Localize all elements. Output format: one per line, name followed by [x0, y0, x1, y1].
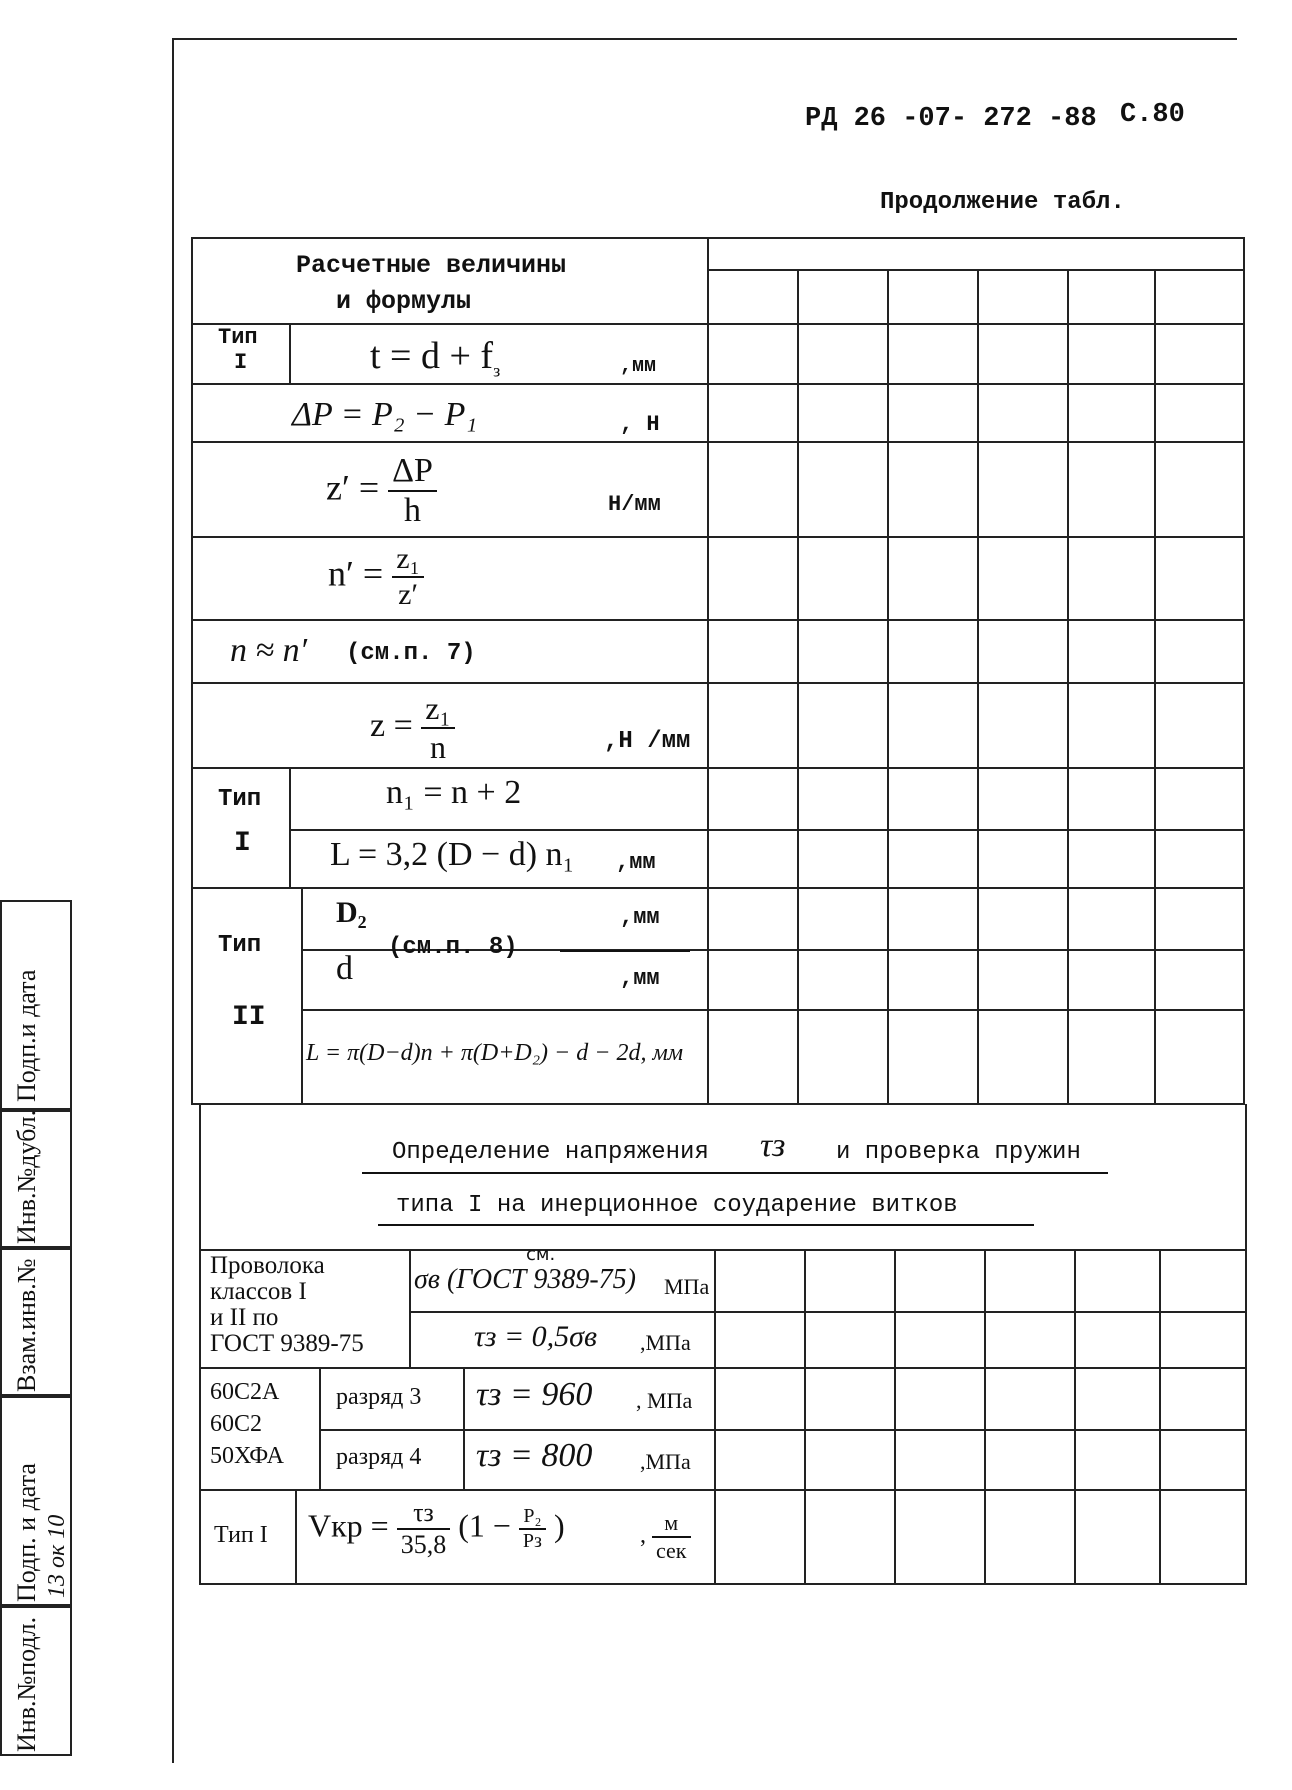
grade4-unit: ,МПа — [640, 1449, 691, 1474]
unit-z: ,Н /мм — [604, 728, 691, 755]
stamp-cell-dup-inventory: Инв.№дубл. — [0, 1110, 72, 1248]
type1-block-label-bottom: I — [234, 828, 251, 859]
formula-sigma: σв (ГОСТ 9389-75) — [414, 1264, 636, 1295]
D2-label: D₂ — [336, 896, 367, 929]
sigma-ref-top: см. — [526, 1244, 556, 1265]
section-caption-line2: типа I на инерционное соударение витков — [396, 1192, 958, 1219]
formula-delta-p: ΔP = P₂ − P₁ — [292, 396, 478, 433]
stamp-cell-signature-date-1: Подп.и дата — [0, 900, 72, 1110]
wire-label: Проволока классов I и II по ГОСТ 9389-75 — [210, 1252, 364, 1357]
d-label: d — [336, 950, 353, 987]
formula-n-prime: n′ = $\frac{\text{z₁}}{z'}$ — [328, 542, 424, 612]
vkr-unit: , $\frac{м}{\text{сек}}$ — [640, 1510, 691, 1564]
formula-vkr: Vкр = $\frac{\tau з}{35,8}$ (1 − $\frac{\text{P₂}}{Pз}$ ) — [308, 1498, 565, 1559]
unit-sigma: МПа — [664, 1274, 710, 1299]
formula-n-approx: n ≈ n′ — [230, 632, 308, 669]
section-caption-part1: Определение напряжения — [392, 1139, 709, 1166]
section-caption-part2: и проверка пружин — [836, 1139, 1081, 1166]
formula-L2: L = π(D−d)n + π(D+D₂) − d − 2d, мм — [306, 1040, 684, 1066]
grade4-formula: τз = 800 — [476, 1437, 593, 1474]
grade3-unit: , МПа — [636, 1388, 693, 1413]
handwritten-date: 13 ок 10 — [44, 1514, 70, 1598]
formula-L1: L = 3,2 (D − d) n₁ — [330, 836, 575, 873]
grade4-label: разряд 4 — [336, 1444, 422, 1470]
type1-label-bottom: I — [234, 350, 248, 375]
formula-tau: τз = 0,5σв — [474, 1320, 598, 1353]
D2-leader-line — [560, 950, 690, 952]
grade3-label: разряд 3 — [336, 1384, 422, 1410]
type2-label-top: Тип — [218, 932, 262, 959]
type2-label-bottom: II — [232, 1002, 266, 1033]
unit-L1: ,мм — [616, 850, 656, 875]
caption-underline-1 — [362, 1172, 1108, 1174]
type1-label-top: Тип — [218, 325, 258, 350]
continuation-label: Продолжение табл. — [880, 189, 1125, 216]
formula-z: z = $\frac{\text{z₁}}{n}$ — [370, 690, 455, 766]
vkr-type-label: Тип I — [214, 1522, 268, 1548]
ref-n: (см.п. 7) — [346, 640, 476, 667]
stamp-cell-signature-date-2: Подп. и дата 13 ок 10 — [0, 1396, 72, 1606]
stamp-cell-original-inventory: Инв.№подл. — [0, 1606, 72, 1756]
formula-n1: n₁ = n + 2 — [386, 774, 522, 811]
unit-D2: ,мм — [620, 905, 660, 930]
section-caption-symbol: τз — [760, 1127, 786, 1164]
unit-z-prime: Н/мм — [608, 492, 661, 517]
steel-grades: 60С2А 60С2 50ХФА — [210, 1379, 285, 1469]
formula-z-prime: z′ = $\frac{\Delta P}{h}$ — [326, 452, 437, 530]
unit-tau: ,МПа — [640, 1330, 691, 1355]
stamp-cell-replaced-inventory: Взам.инв.№ — [0, 1248, 72, 1396]
table-header-line2: и формулы — [336, 287, 472, 316]
formula-t: $t = d + f_з$ — [370, 335, 501, 381]
document-number: РД 26 -07- 272 -88 — [805, 104, 1097, 134]
ref-D2: (см.п. 8) — [388, 934, 518, 961]
table-header-line1: Расчетные величины — [296, 251, 567, 280]
caption-underline-2 — [378, 1224, 1034, 1226]
grade3-formula: τз = 960 — [476, 1376, 593, 1413]
type1-block-label-top: Тип — [218, 786, 262, 813]
unit-delta-p: , Н — [620, 412, 660, 437]
page-number: С.80 — [1120, 100, 1185, 130]
unit-t: ,мм — [620, 355, 657, 378]
unit-d: ,мм — [620, 966, 660, 991]
